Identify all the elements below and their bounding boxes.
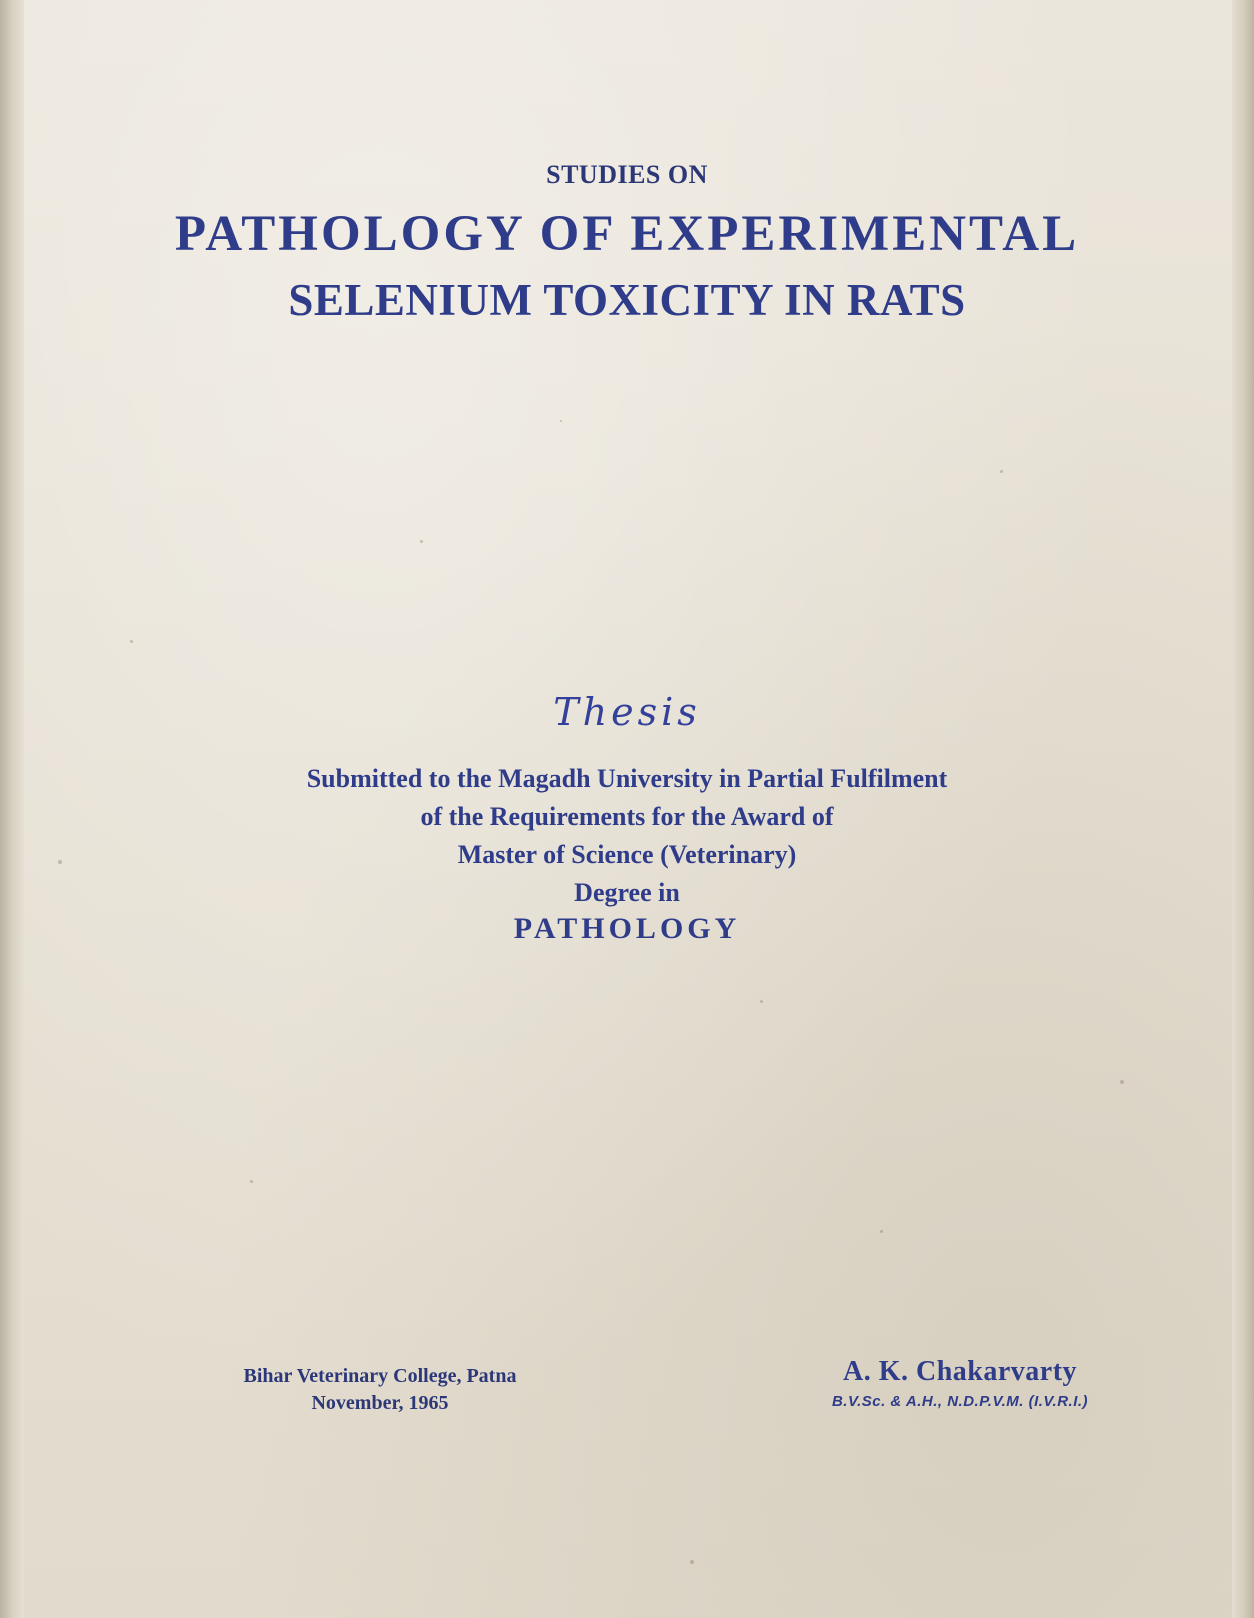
paper-speck bbox=[880, 1230, 883, 1233]
submission-line-3: Master of Science (Veterinary) bbox=[457, 840, 797, 869]
submission-line-2: of the Requirements for the Award of bbox=[420, 802, 834, 831]
author-qualifications: B.V.Sc. & A.H., N.D.P.V.M. (I.V.R.I.) bbox=[831, 1393, 1089, 1410]
paper-speck bbox=[1120, 1080, 1124, 1084]
submission-date: November, 1965 bbox=[311, 1392, 449, 1414]
submission-line-4: Degree in bbox=[574, 878, 680, 907]
paper-speck bbox=[1000, 470, 1003, 473]
submission-line-1: Submitted to the Magadh University in Partial Fulfilment bbox=[306, 764, 948, 793]
institution-name: Bihar Veterinary College, Patna bbox=[243, 1365, 517, 1387]
author-name: A. K. Chakarvarty bbox=[842, 1356, 1078, 1387]
paper-speck bbox=[420, 540, 423, 543]
paper-speck bbox=[760, 1000, 763, 1003]
paper-speck bbox=[130, 640, 133, 643]
title-line-2: SELENIUM TOXICITY IN RATS bbox=[288, 275, 966, 325]
title-line-1: PATHOLOGY OF EXPERIMENTAL bbox=[174, 206, 1080, 262]
paper-speck bbox=[250, 1180, 253, 1183]
paper-speck bbox=[560, 420, 562, 422]
heading-studies-on: STUDIES ON bbox=[546, 160, 708, 189]
thesis-label: Thesis bbox=[553, 690, 701, 734]
degree-subject: PATHOLOGY bbox=[513, 912, 741, 945]
paper-speck bbox=[690, 1560, 694, 1564]
